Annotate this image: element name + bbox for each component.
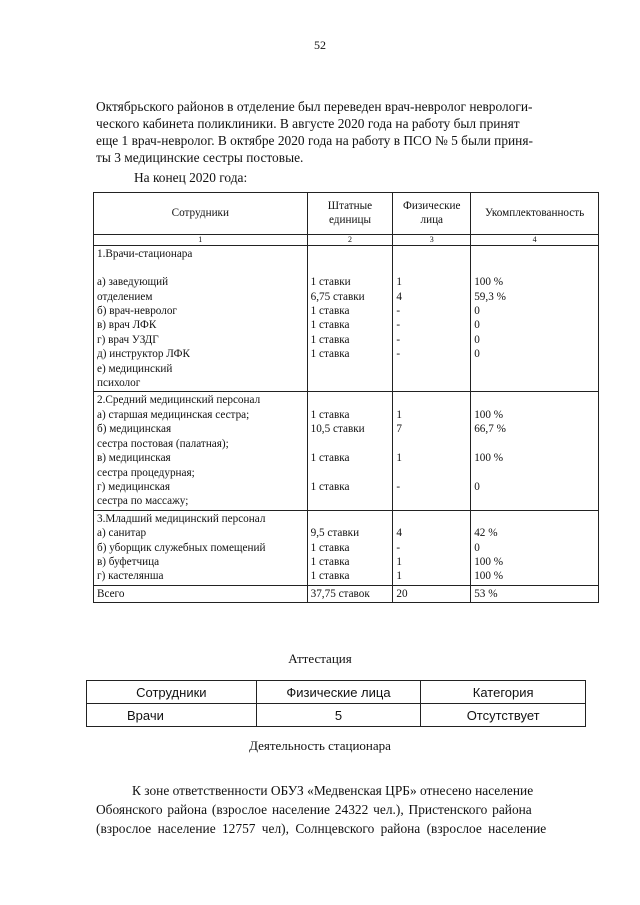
staff-employee-cell — [94, 392, 308, 510]
staff-value-line: 1 ставка — [310, 333, 350, 346]
staff-value-line — [311, 376, 390, 390]
staff-header-units: Штатные единицы — [307, 193, 393, 235]
staff-value-line: 66,7 % — [474, 423, 506, 436]
staff-position-line: а) старшая медицинская сестра; — [97, 408, 250, 421]
staff-units-cell — [307, 245, 393, 392]
staff-position-line: психолог — [97, 377, 141, 390]
staff-value-line: 42 % — [474, 527, 498, 540]
staff-position-line: сестра процедурная; — [97, 466, 195, 479]
staff-position-line: а) заведующий — [97, 276, 169, 289]
staff-value-line: 1 ставка — [310, 452, 350, 465]
staff-persons-cell — [393, 392, 471, 510]
staff-value-line: 1 ставка — [310, 348, 350, 361]
staff-value-line: 1 ставка — [310, 555, 350, 568]
intro-paragraph — [96, 98, 596, 166]
staff-value-line — [474, 437, 595, 451]
outro-paragraph — [96, 781, 596, 838]
staff-value-line: - — [396, 480, 401, 493]
staff-value-line — [311, 494, 390, 508]
staff-value-line: 0 — [474, 305, 480, 318]
staff-staffed-cell — [471, 392, 599, 510]
staff-value-line: 4 — [396, 290, 402, 303]
staff-value-line — [396, 437, 467, 451]
staff-value-line — [396, 494, 467, 508]
column-number: 4 — [471, 234, 599, 245]
staff-value-line: - — [396, 348, 401, 361]
staff-staffed-cell — [471, 245, 599, 392]
staff-value-line — [474, 494, 595, 508]
attestation-table — [86, 680, 586, 727]
staff-value-line — [311, 466, 390, 480]
staff-position-line: б) врач-невролог — [97, 305, 177, 318]
staff-group-title: 2.Средний медицинский персонал — [97, 394, 261, 407]
attestation-row — [87, 704, 586, 727]
attestation-heading: Аттестация — [288, 651, 352, 666]
outro-line: К зоне ответственности ОБУЗ «Медвенская ЦРБ» отнесено население — [132, 783, 534, 798]
staff-position-line: б) уборщик служебных помещений — [97, 541, 266, 554]
staff-position-line: д) инструктор ЛФК — [97, 348, 190, 361]
intro-line: ческого кабинета поликлиники. В августе 2020 года на работу был принят — [96, 116, 520, 131]
staff-value-line: 1 ставка — [310, 480, 350, 493]
outro-line: (взрослое население 12757 чел), Солнцевского района (взрослое население — [96, 821, 547, 836]
staff-value-line — [396, 376, 467, 390]
staff-value-line: 6,75 ставки — [310, 290, 365, 303]
staff-table — [93, 192, 599, 603]
staff-value-line: 100 % — [474, 276, 504, 289]
attestation-employees: Врачи — [87, 704, 257, 727]
intro-line: Октябрьского районов в отделение был переведен врач-невролог неврологи- — [96, 99, 533, 114]
staff-group-row — [94, 245, 599, 392]
attestation-header-category: Категория — [421, 681, 586, 704]
staff-value-line: - — [396, 333, 401, 346]
attestation-header-employees: Сотрудники — [87, 681, 257, 704]
staff-position-line: в) буфетчица — [97, 555, 160, 568]
staff-group-title: 3.Младший медицинский персонал — [97, 512, 266, 525]
staff-staffed-cell — [471, 510, 599, 585]
total-staffed: 53 % — [471, 585, 599, 602]
intro-line: еще 1 врач-невролог. В октябре 2020 года на работу в ПСО № 5 были приня- — [96, 133, 533, 148]
staff-value-line: 0 — [474, 480, 480, 493]
staff-value-line — [474, 362, 595, 376]
staff-value-line: 1 — [396, 570, 402, 583]
attestation-persons: 5 — [256, 704, 421, 727]
staff-position-line: отделением — [97, 290, 153, 303]
staff-position-line: сестра постовая (палатная); — [97, 437, 229, 450]
staff-position-line: сестра по массажу; — [97, 495, 189, 508]
outro-line: Обоянского района (взрослое население 24322 чел.), Пристенского района — [96, 802, 532, 817]
staff-group-row — [94, 392, 599, 510]
staff-employee-cell — [94, 245, 308, 392]
staff-heading: На конец 2020 года: — [134, 170, 248, 185]
staff-value-line: 7 — [396, 423, 402, 436]
staff-header-staffed: Укомплектованность — [471, 193, 599, 235]
staff-position-line: г) кастелянша — [97, 570, 164, 583]
staff-header-employees: Сотрудники — [94, 193, 308, 235]
staff-value-line: 1 — [396, 555, 402, 568]
staff-value-line: 9,5 ставки — [310, 527, 360, 540]
staff-persons-cell — [393, 510, 471, 585]
staff-value-line — [396, 362, 467, 376]
column-number: 1 — [94, 234, 308, 245]
staff-value-line: 1 ставки — [310, 276, 351, 289]
staff-units-cell — [307, 510, 393, 585]
staff-position-line: в) врач ЛФК — [97, 319, 157, 332]
staff-value-line: 1 — [396, 452, 402, 465]
staff-value-line — [474, 376, 595, 390]
staff-value-line: 4 — [396, 527, 402, 540]
staff-employee-cell — [94, 510, 308, 585]
staff-value-line: - — [396, 305, 401, 318]
staff-group-row — [94, 510, 599, 585]
staff-group-title: 1.Врачи-стационара — [97, 247, 193, 260]
activity-heading: Деятельность стационара — [249, 738, 391, 753]
staff-value-line — [311, 362, 390, 376]
intro-line: ты 3 медицинские сестры постовые. — [96, 150, 304, 165]
staff-value-line: 1 — [396, 276, 402, 289]
staff-value-line: 1 — [396, 408, 402, 421]
staff-header-persons: Физические лица — [393, 193, 471, 235]
page-number: 52 — [314, 38, 326, 52]
staff-value-line: 59,3 % — [474, 290, 506, 303]
staff-value-line: 1 ставка — [310, 408, 350, 421]
staff-value-line — [396, 466, 467, 480]
staff-value-line: - — [396, 319, 401, 332]
attestation-category: Отсутствует — [421, 704, 586, 727]
staff-value-line — [311, 437, 390, 451]
column-number: 3 — [393, 234, 471, 245]
attestation-header-persons: Физические лица — [256, 681, 421, 704]
staff-units-cell — [307, 392, 393, 510]
staff-position-line: г) врач УЗДГ — [97, 333, 159, 346]
staff-value-line: - — [396, 541, 401, 554]
staff-value-line — [474, 466, 595, 480]
staff-position-line: в) медицинская — [97, 452, 171, 465]
staff-value-line: 10,5 ставки — [310, 423, 365, 436]
staff-value-line: 1 ставка — [310, 541, 350, 554]
staff-value-line: 1 ставка — [310, 305, 350, 318]
total-label: Всего — [94, 585, 308, 602]
staff-value-line: 100 % — [474, 408, 504, 421]
staff-value-line: 100 % — [474, 570, 504, 583]
staff-value-line: 1 ставка — [310, 570, 350, 583]
staff-position-line: а) санитар — [97, 527, 147, 540]
staff-value-line: 0 — [474, 319, 480, 332]
staff-position-line: г) медицинская — [97, 480, 170, 493]
staff-value-line: 0 — [474, 348, 480, 361]
staff-position-line: е) медицинский — [97, 362, 173, 375]
total-persons: 20 — [393, 585, 471, 602]
total-units: 37,75 ставок — [307, 585, 393, 602]
staff-value-line: 0 — [474, 541, 480, 554]
column-number: 2 — [307, 234, 393, 245]
staff-value-line: 100 % — [474, 555, 504, 568]
staff-value-line: 0 — [474, 333, 480, 346]
staff-value-line: 100 % — [474, 452, 504, 465]
staff-persons-cell — [393, 245, 471, 392]
staff-value-line: 1 ставка — [310, 319, 350, 332]
total-row — [94, 585, 599, 602]
staff-position-line: б) медицинская — [97, 423, 172, 436]
